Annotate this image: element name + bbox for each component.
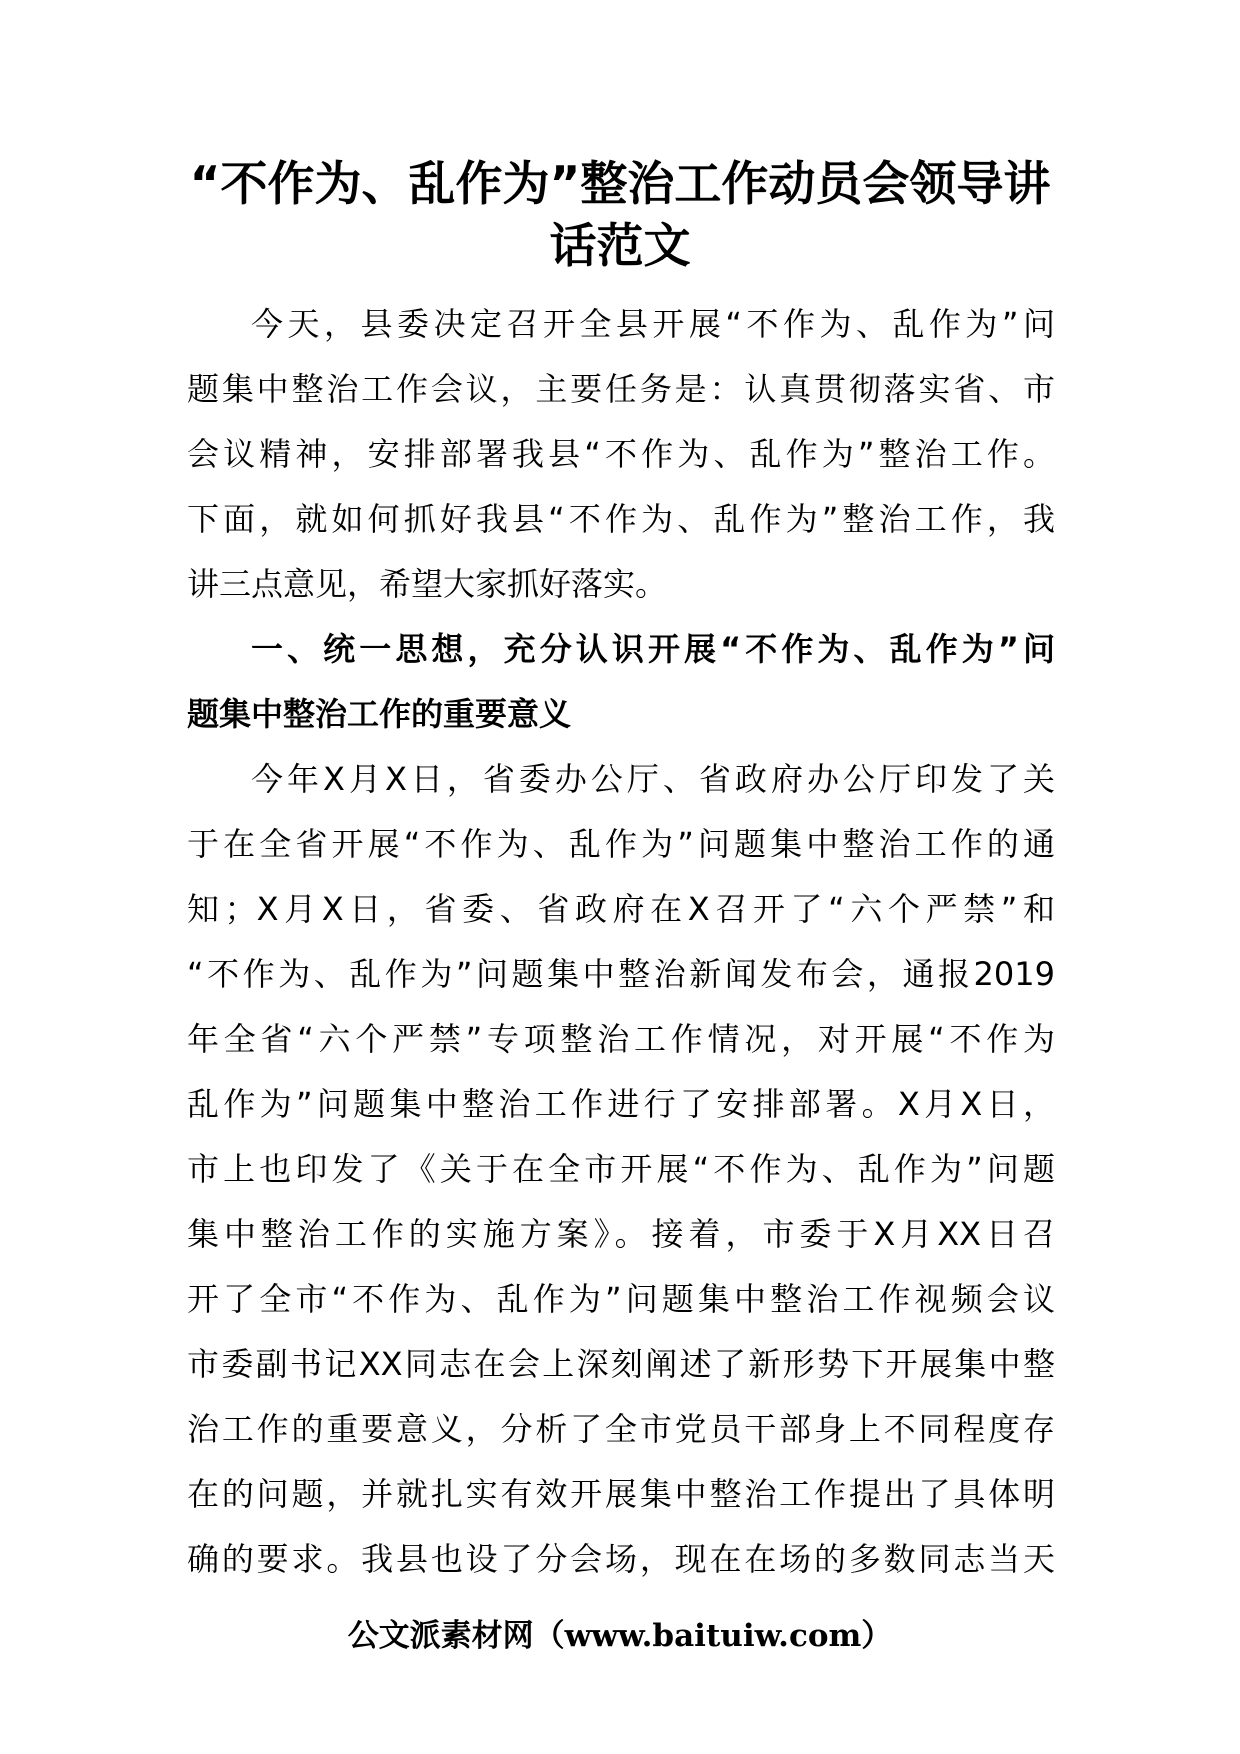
text-line: 题集中整治工作会议，主要任务是：认真贯彻落实省、市 xyxy=(187,370,1055,408)
title-line: 话范文 xyxy=(549,219,691,274)
text-line: 今天，县委决定召开全县开展“不作为、乱作为”问 xyxy=(251,305,1055,343)
text-line: 乱作为”问题集中整治工作进行了安排部署。X月X日， xyxy=(187,1085,1055,1123)
text-line: 会议精神，安排部署我县“不作为、乱作为”整治工作。 xyxy=(187,435,1055,473)
text-line: 讲三点意见，希望大家抓好落实。 xyxy=(187,565,668,603)
text-line: 知；X月X日，省委、省政府在X召开了“六个严禁”和 xyxy=(187,890,1055,928)
page-footer: 公文派素材网（www.baituiw.com） xyxy=(347,1618,893,1654)
document-body xyxy=(187,292,1055,1592)
text-line: 确的要求。我县也设了分会场，现在在场的多数同志当天 xyxy=(187,1540,1055,1578)
heading-line: 题集中整治工作的重要意义 xyxy=(187,695,572,733)
text-line: 年全省“六个严禁”专项整治工作情况，对开展“不作为 xyxy=(187,1020,1055,1058)
text-line: 市上也印发了《关于在全市开展“不作为、乱作为”问题 xyxy=(187,1150,1055,1188)
text-line: 于在全省开展“不作为、乱作为”问题集中整治工作的通 xyxy=(187,825,1055,863)
title-line: “不作为、乱作为”整治工作动员会领导讲 xyxy=(189,157,1051,212)
text-line: 市委副书记XX同志在会上深刻阐述了新形势下开展集中整 xyxy=(187,1345,1055,1383)
text-line: 今年X月X日，省委办公厅、省政府办公厅印发了关 xyxy=(251,760,1055,798)
text-line: 下面，就如何抓好我县“不作为、乱作为”整治工作，我 xyxy=(187,500,1055,538)
paragraph-intro xyxy=(187,292,1055,617)
section-heading xyxy=(187,617,1055,747)
document-title xyxy=(180,154,1060,278)
text-line: 在的问题，并就扎实有效开展集中整治工作提出了具体明 xyxy=(187,1475,1055,1513)
text-line: “不作为、乱作为”问题集中整治新闻发布会，通报2019 xyxy=(187,955,1055,993)
text-line: 治工作的重要意义，分析了全市党员干部身上不同程度存 xyxy=(187,1410,1055,1448)
paragraph-background xyxy=(187,747,1055,1592)
heading-line: 一、统一思想，充分认识开展“不作为、乱作为”问 xyxy=(251,630,1055,668)
text-line: 开了全市“不作为、乱作为”问题集中整治工作视频会议 xyxy=(187,1280,1055,1318)
text-line: 集中整治工作的实施方案》。接着，市委于X月XX日召 xyxy=(187,1215,1055,1253)
